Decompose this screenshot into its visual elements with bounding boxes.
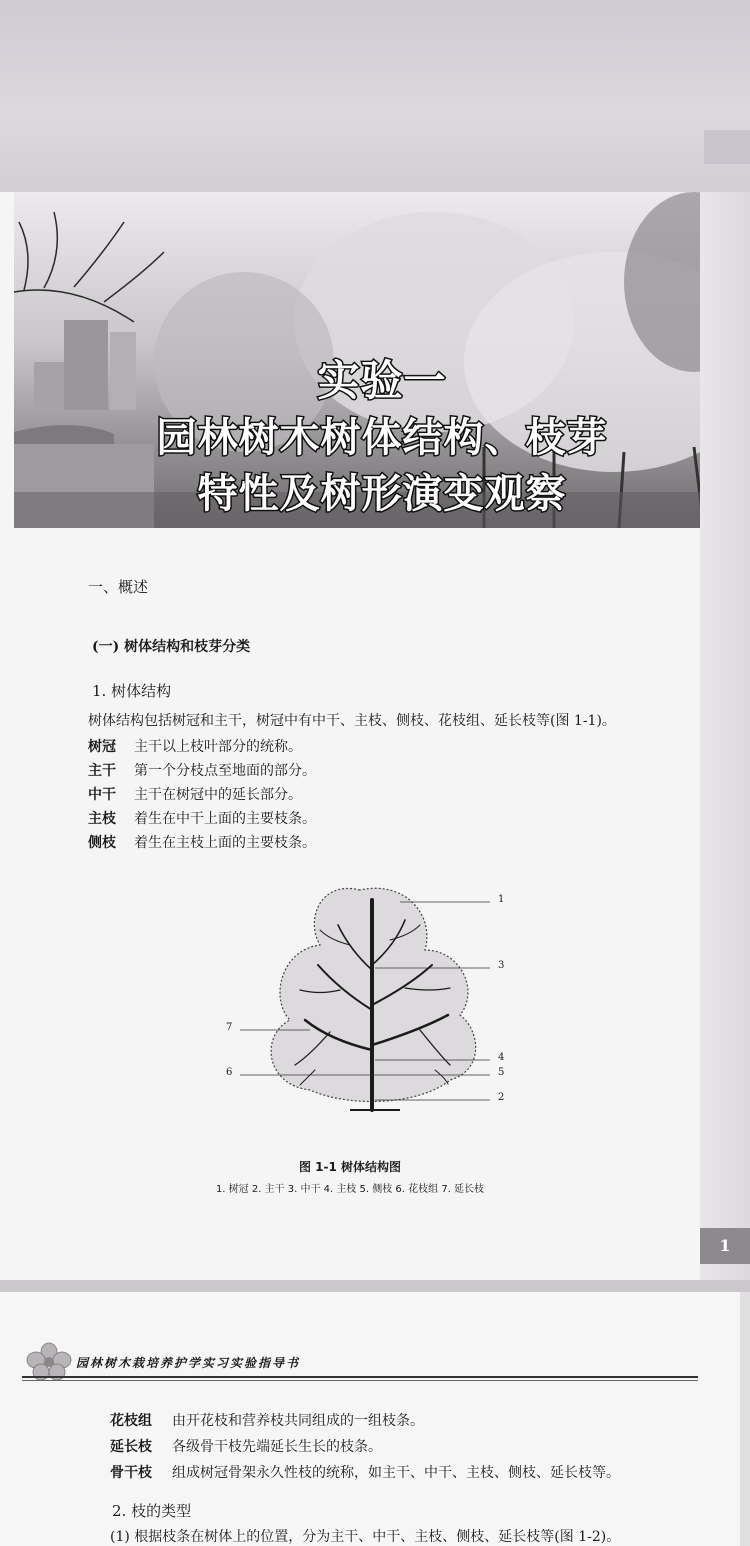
definition-term: 花枝组	[110, 1413, 152, 1429]
page-2	[0, 1292, 741, 1546]
chapter-title-line-3: 特性及树形演变观察	[197, 471, 567, 517]
definition-term: 侧枝	[88, 835, 116, 851]
callout-label: 5	[498, 1067, 505, 1078]
chapter-banner	[14, 192, 750, 528]
tree-structure-figure	[210, 870, 530, 1130]
definition-term: 延长枝	[110, 1439, 152, 1455]
figure-caption: 图 1-1 树体结构图	[298, 1160, 402, 1174]
definition-term: 主干	[88, 763, 116, 779]
callout-label: 3	[498, 960, 505, 971]
definition-row	[88, 760, 316, 780]
previous-page-tab	[704, 130, 750, 164]
running-header: 园林树木栽培养护学实习实验指导书	[76, 1356, 301, 1370]
callout-label: 2	[498, 1092, 505, 1103]
callout-label: 7	[226, 1022, 233, 1033]
figure-legend: 1. 树冠 2. 主干 3. 中干 4. 主枝 5. 侧枝 6. 花枝组 7. 延长枝	[215, 1184, 485, 1195]
subsection-heading: (一) 树体结构和枝芽分类	[92, 639, 251, 655]
definition-term: 骨干枝	[110, 1465, 152, 1481]
page-number-tab: 1	[700, 1228, 750, 1264]
callout-label: 4	[498, 1052, 505, 1063]
item-heading: 2. 枝的类型	[112, 1502, 192, 1520]
definition-text: 组成树冠骨架永久性枝的统称，如主干、中干、主枝、侧枝、延长枝等。	[172, 1465, 620, 1481]
header-rule	[22, 1376, 698, 1378]
paragraph: (1) 根据枝条在树体上的位置，分为主干、中干、主枝、侧枝、延长枝等(图 1-2)。	[110, 1529, 621, 1545]
chapter-title-line-2: 园林树木树体结构、枝芽	[156, 415, 608, 461]
definition-row	[88, 784, 302, 804]
definition-row	[88, 736, 302, 756]
previous-page-strip	[0, 0, 750, 192]
definition-text: 各级骨干枝先端延长生长的枝条。	[172, 1439, 382, 1455]
definition-text: 由开花枝和营养枝共同组成的一组枝条。	[172, 1413, 424, 1429]
callout-label: 6	[226, 1067, 233, 1078]
callout-label: 1	[498, 894, 505, 905]
section-heading: 一、概述	[88, 578, 149, 596]
definition-row	[110, 1462, 620, 1482]
definition-row	[88, 832, 316, 852]
page-gap	[0, 1280, 750, 1292]
definition-row	[110, 1410, 424, 1430]
definition-text: 着生在主枝上面的主要枝条。	[134, 835, 316, 851]
definition-text: 第一个分枝点至地面的部分。	[134, 763, 316, 779]
page-edge	[740, 1292, 750, 1546]
definition-text: 主干以上枝叶部分的统称。	[134, 739, 302, 755]
definition-term: 主枝	[88, 811, 116, 827]
definition-term: 树冠	[88, 739, 116, 755]
definition-text: 着生在中干上面的主要枝条。	[134, 811, 316, 827]
definition-row	[88, 808, 316, 828]
definition-text: 主干在树冠中的延长部分。	[134, 787, 302, 803]
chapter-title-line-1: 实验一	[317, 356, 447, 405]
tree-illustration	[210, 870, 530, 1130]
definition-term: 中干	[88, 787, 116, 803]
page-1	[0, 192, 701, 1280]
page-edge	[700, 192, 750, 1280]
definition-row	[110, 1436, 382, 1456]
item-heading: 1. 树体结构	[92, 682, 172, 700]
header-rule	[22, 1380, 698, 1381]
intro-paragraph: 树体结构包括树冠和主干，树冠中有中干、主枝、侧枝、花枝组、延长枝等(图 1-1)。	[88, 713, 616, 729]
